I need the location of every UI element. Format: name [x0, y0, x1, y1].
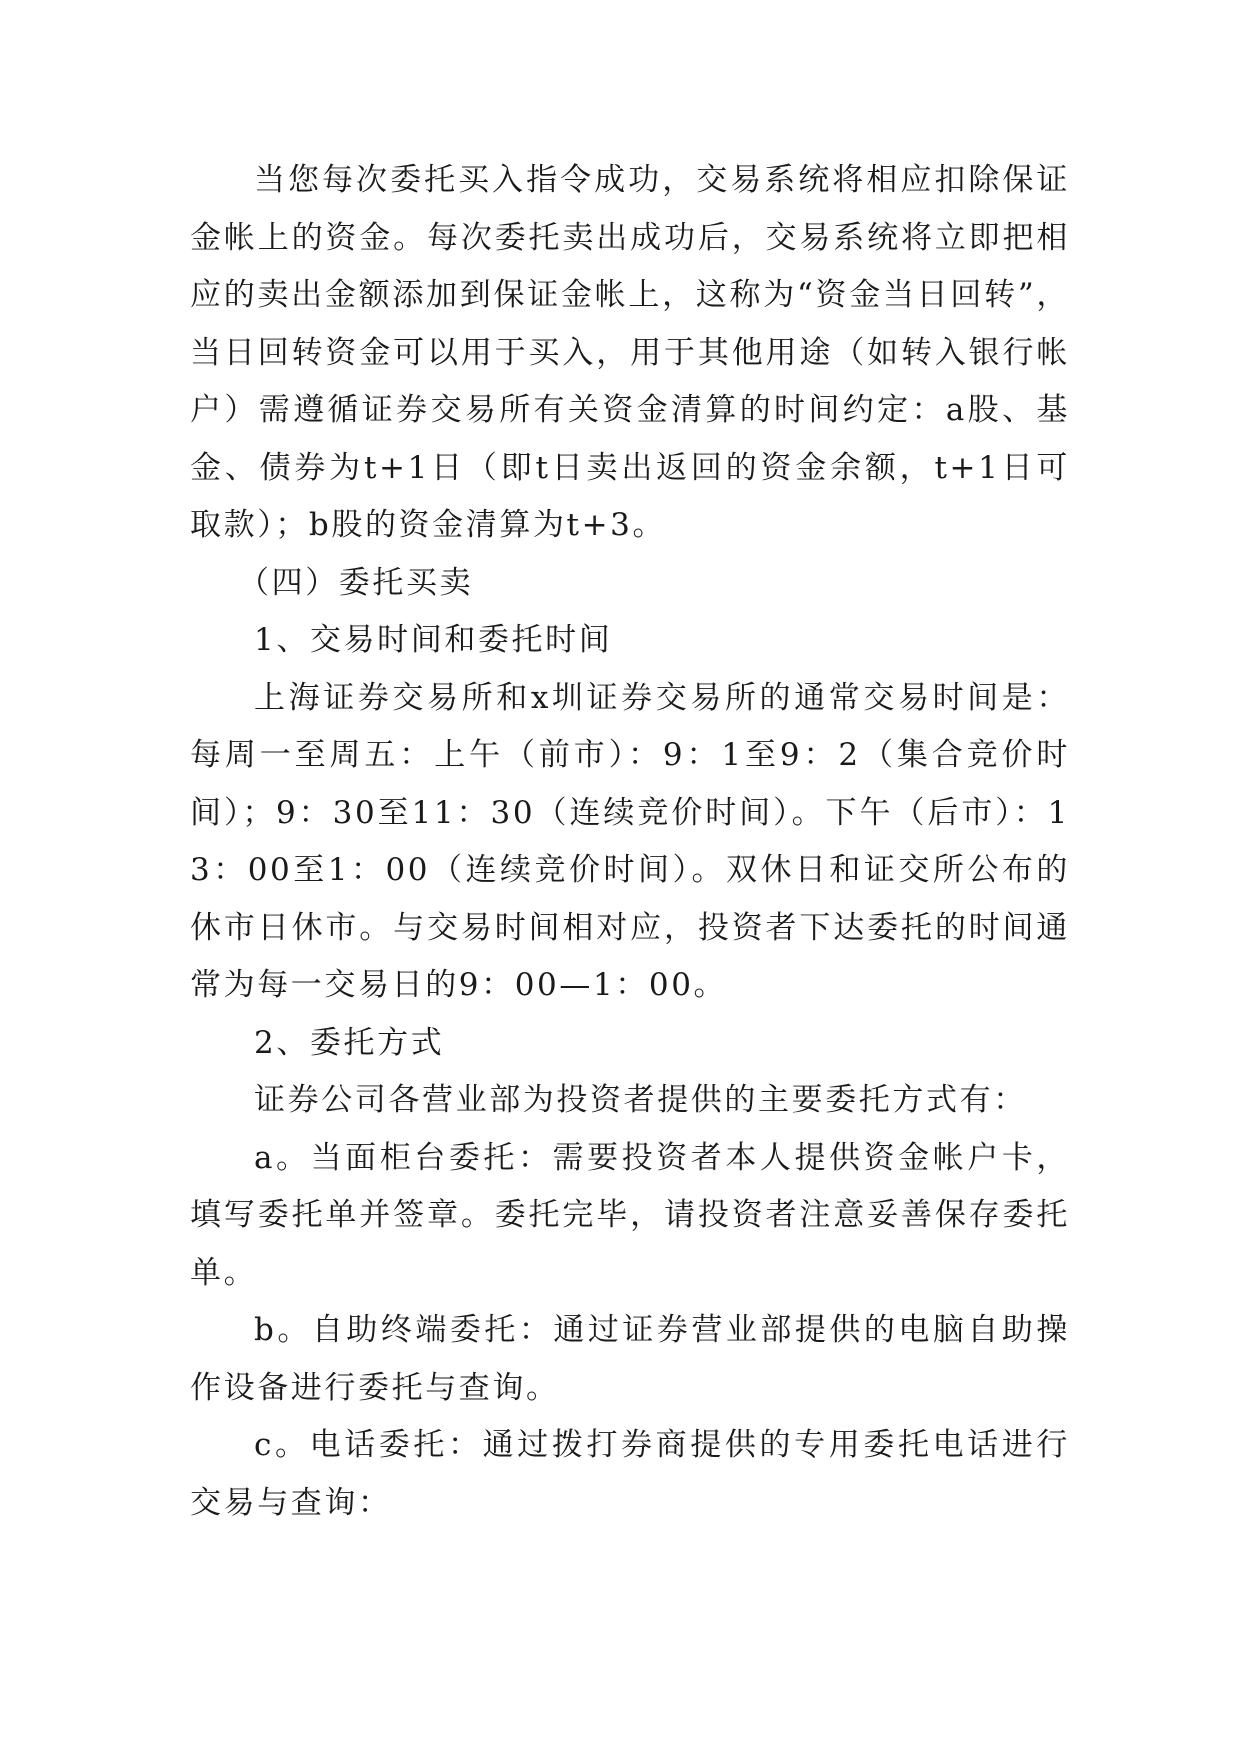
- subheading-trading-hours: 1、交易时间和委托时间: [254, 622, 613, 658]
- paragraph-fund-transfer: 当您每次委托买入指令成功，交易系统将相应扣除保证金帐上的资金。每次委托卖出成功后，交易系统将立即把相应的卖出金额添加到保证金帐上，这称为“资金当日回转”，当日回转资金可以用于买入，用于其他用途（如转入银行帐户）需遵循证券交易所有关资金清算的时间约定：a股、基金、债券为t+1日（即t日卖出返回的资金余额，t+1日可取款）；b股的资金清算为t+3。: [190, 162, 1070, 543]
- paragraph-counter-entrust: a。当面柜台委托：需要投资者本人提供资金帐户卡，填写委托单并签章。委托完毕，请投资者注意妥善保存委托单。: [190, 1139, 1070, 1291]
- section-heading-entrusted-trading: （四）委托买卖: [238, 564, 474, 601]
- paragraph-phone-entrust: c。电话委托：通过拨打券商提供的专用委托电话进行交易与查询：: [190, 1427, 1070, 1521]
- document-body: [190, 152, 1070, 1532]
- paragraph-trading-hours: 上海证券交易所和x圳证券交易所的通常交易时间是：每周一至周五：上午（前市）：9：1至9：2（集合竞价时间）；9：30至11：30（连续竞价时间）。下午（后市）：13：00至1：00（连续竞价时间）。双休日和证交所公布的休市日休市。与交易时间相对应，投资者下达委托的时间通常为每一交易日的9：00—1：00。: [190, 679, 1070, 1003]
- paragraph-terminal-entrust: b。自助终端委托：通过证券营业部提供的电脑自助操作设备进行委托与查询。: [190, 1312, 1070, 1406]
- subheading-entrust-methods: 2、委托方式: [254, 1024, 445, 1061]
- paragraph-methods-intro: 证券公司各营业部为投资者提供的主要委托方式有：: [254, 1082, 1027, 1118]
